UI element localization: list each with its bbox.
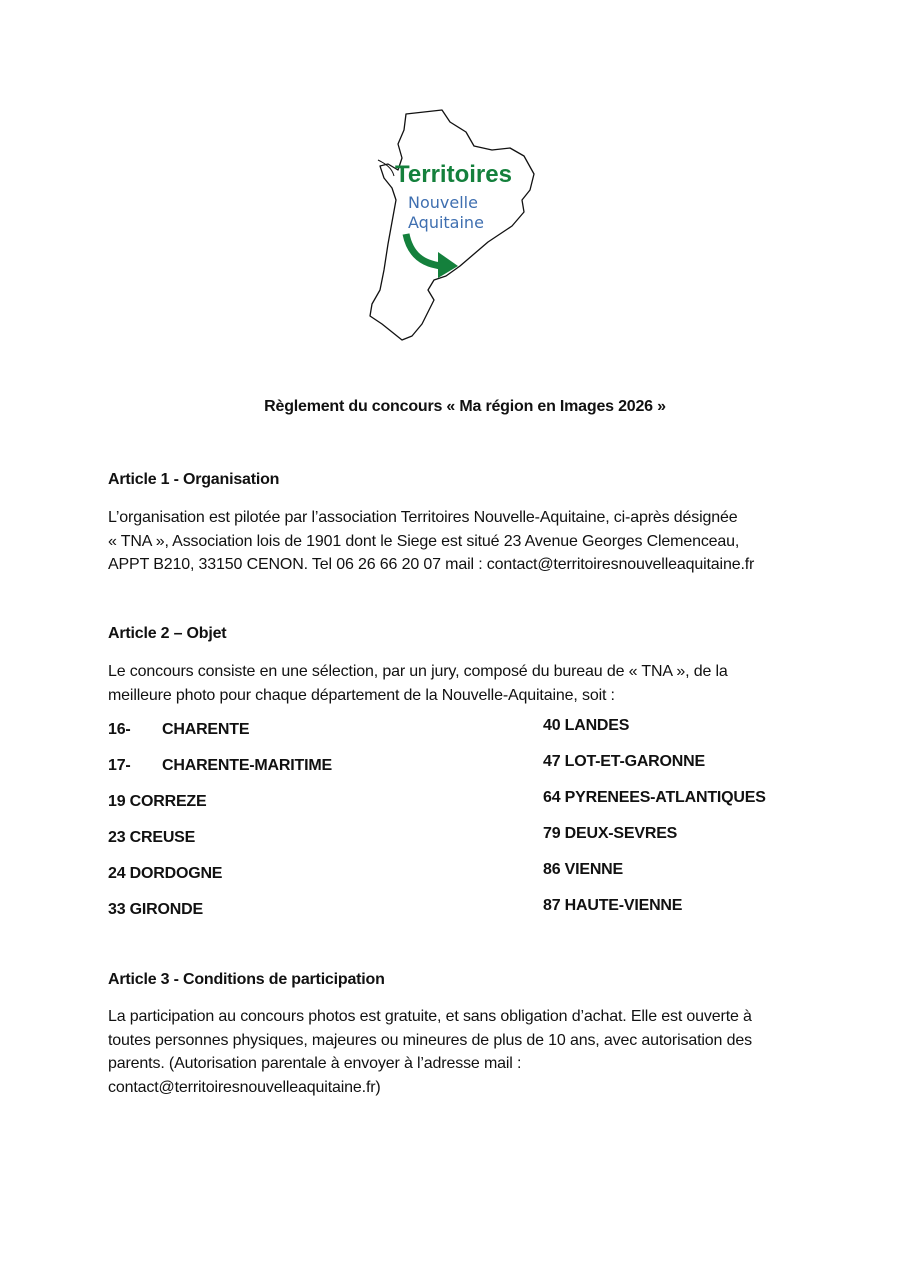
article-2-body	[108, 660, 808, 707]
svg-text:Nouvelle: Nouvelle	[408, 193, 478, 212]
article-1-line: « TNA », Association lois de 1901 dont le Siege est situé 23 Avenue Georges Clemenceau,	[108, 532, 740, 550]
svg-text:Territoires: Territoires	[395, 161, 512, 188]
department-item: 33 GIRONDE	[108, 901, 203, 918]
department-number: 17-	[108, 757, 131, 774]
article-2-line: meilleure photo pour chaque département de la Nouvelle-Aquitaine, soit :	[108, 686, 615, 704]
department-item	[108, 757, 332, 775]
department-item	[108, 721, 249, 739]
department-item: 79 DEUX-SEVRES	[543, 825, 678, 842]
article-1-line: L’organisation est pilotée par l’association Territoires Nouvelle-Aquitaine, ci-après désignée	[108, 509, 738, 526]
article-1-heading: Article 1 - Organisation	[108, 471, 280, 488]
tna-logo	[362, 104, 546, 348]
department-item: 23 CREUSE	[108, 829, 196, 846]
article-2-line: Le concours consiste en une sélection, par un jury, composé du bureau de « TNA », de la	[108, 663, 728, 680]
document-title: Règlement du concours « Ma région en Images 2026 »	[264, 398, 666, 415]
department-number: 16-	[108, 721, 131, 738]
article-3-line: La participation au concours photos est gratuite, et sans obligation d’achat. Elle est ouverte à	[108, 1008, 752, 1025]
article-3-line: toutes personnes physiques, majeures ou mineures de plus de 10 ans, avec autorisation des	[108, 1031, 752, 1049]
article-1-body	[108, 506, 808, 577]
department-item: 87 HAUTE-VIENNE	[543, 897, 683, 914]
article-1-line: APPT B210, 33150 CENON. Tel 06 26 66 20 07 mail : contact@territoiresnouvelleaquitaine.fr	[108, 556, 755, 573]
department-name: CHARENTE	[162, 721, 250, 738]
article-3-line: contact@territoiresnouvelleaquitaine.fr)	[108, 1078, 381, 1096]
svg-text:Aquitaine: Aquitaine	[408, 213, 484, 232]
article-2-heading: Article 2 – Objet	[108, 625, 227, 642]
department-item: 64 PYRENEES-ATLANTIQUES	[543, 789, 766, 806]
department-item: 86 VIENNE	[543, 861, 624, 878]
article-3-line: parents. (Autorisation parentale à envoyer à l’adresse mail :	[108, 1055, 522, 1072]
department-item: 47 LOT-ET-GARONNE	[543, 753, 705, 770]
department-name: CHARENTE-MARITIME	[162, 757, 332, 774]
article-3-heading: Article 3 - Conditions de participation	[108, 971, 385, 988]
department-item: 24 DORDOGNE	[108, 865, 223, 882]
department-item: 40 LANDES	[543, 717, 630, 734]
department-item: 19 CORREZE	[108, 793, 207, 810]
nouvelle-aquitaine-map-icon	[362, 104, 546, 348]
article-3-body	[108, 1005, 808, 1099]
